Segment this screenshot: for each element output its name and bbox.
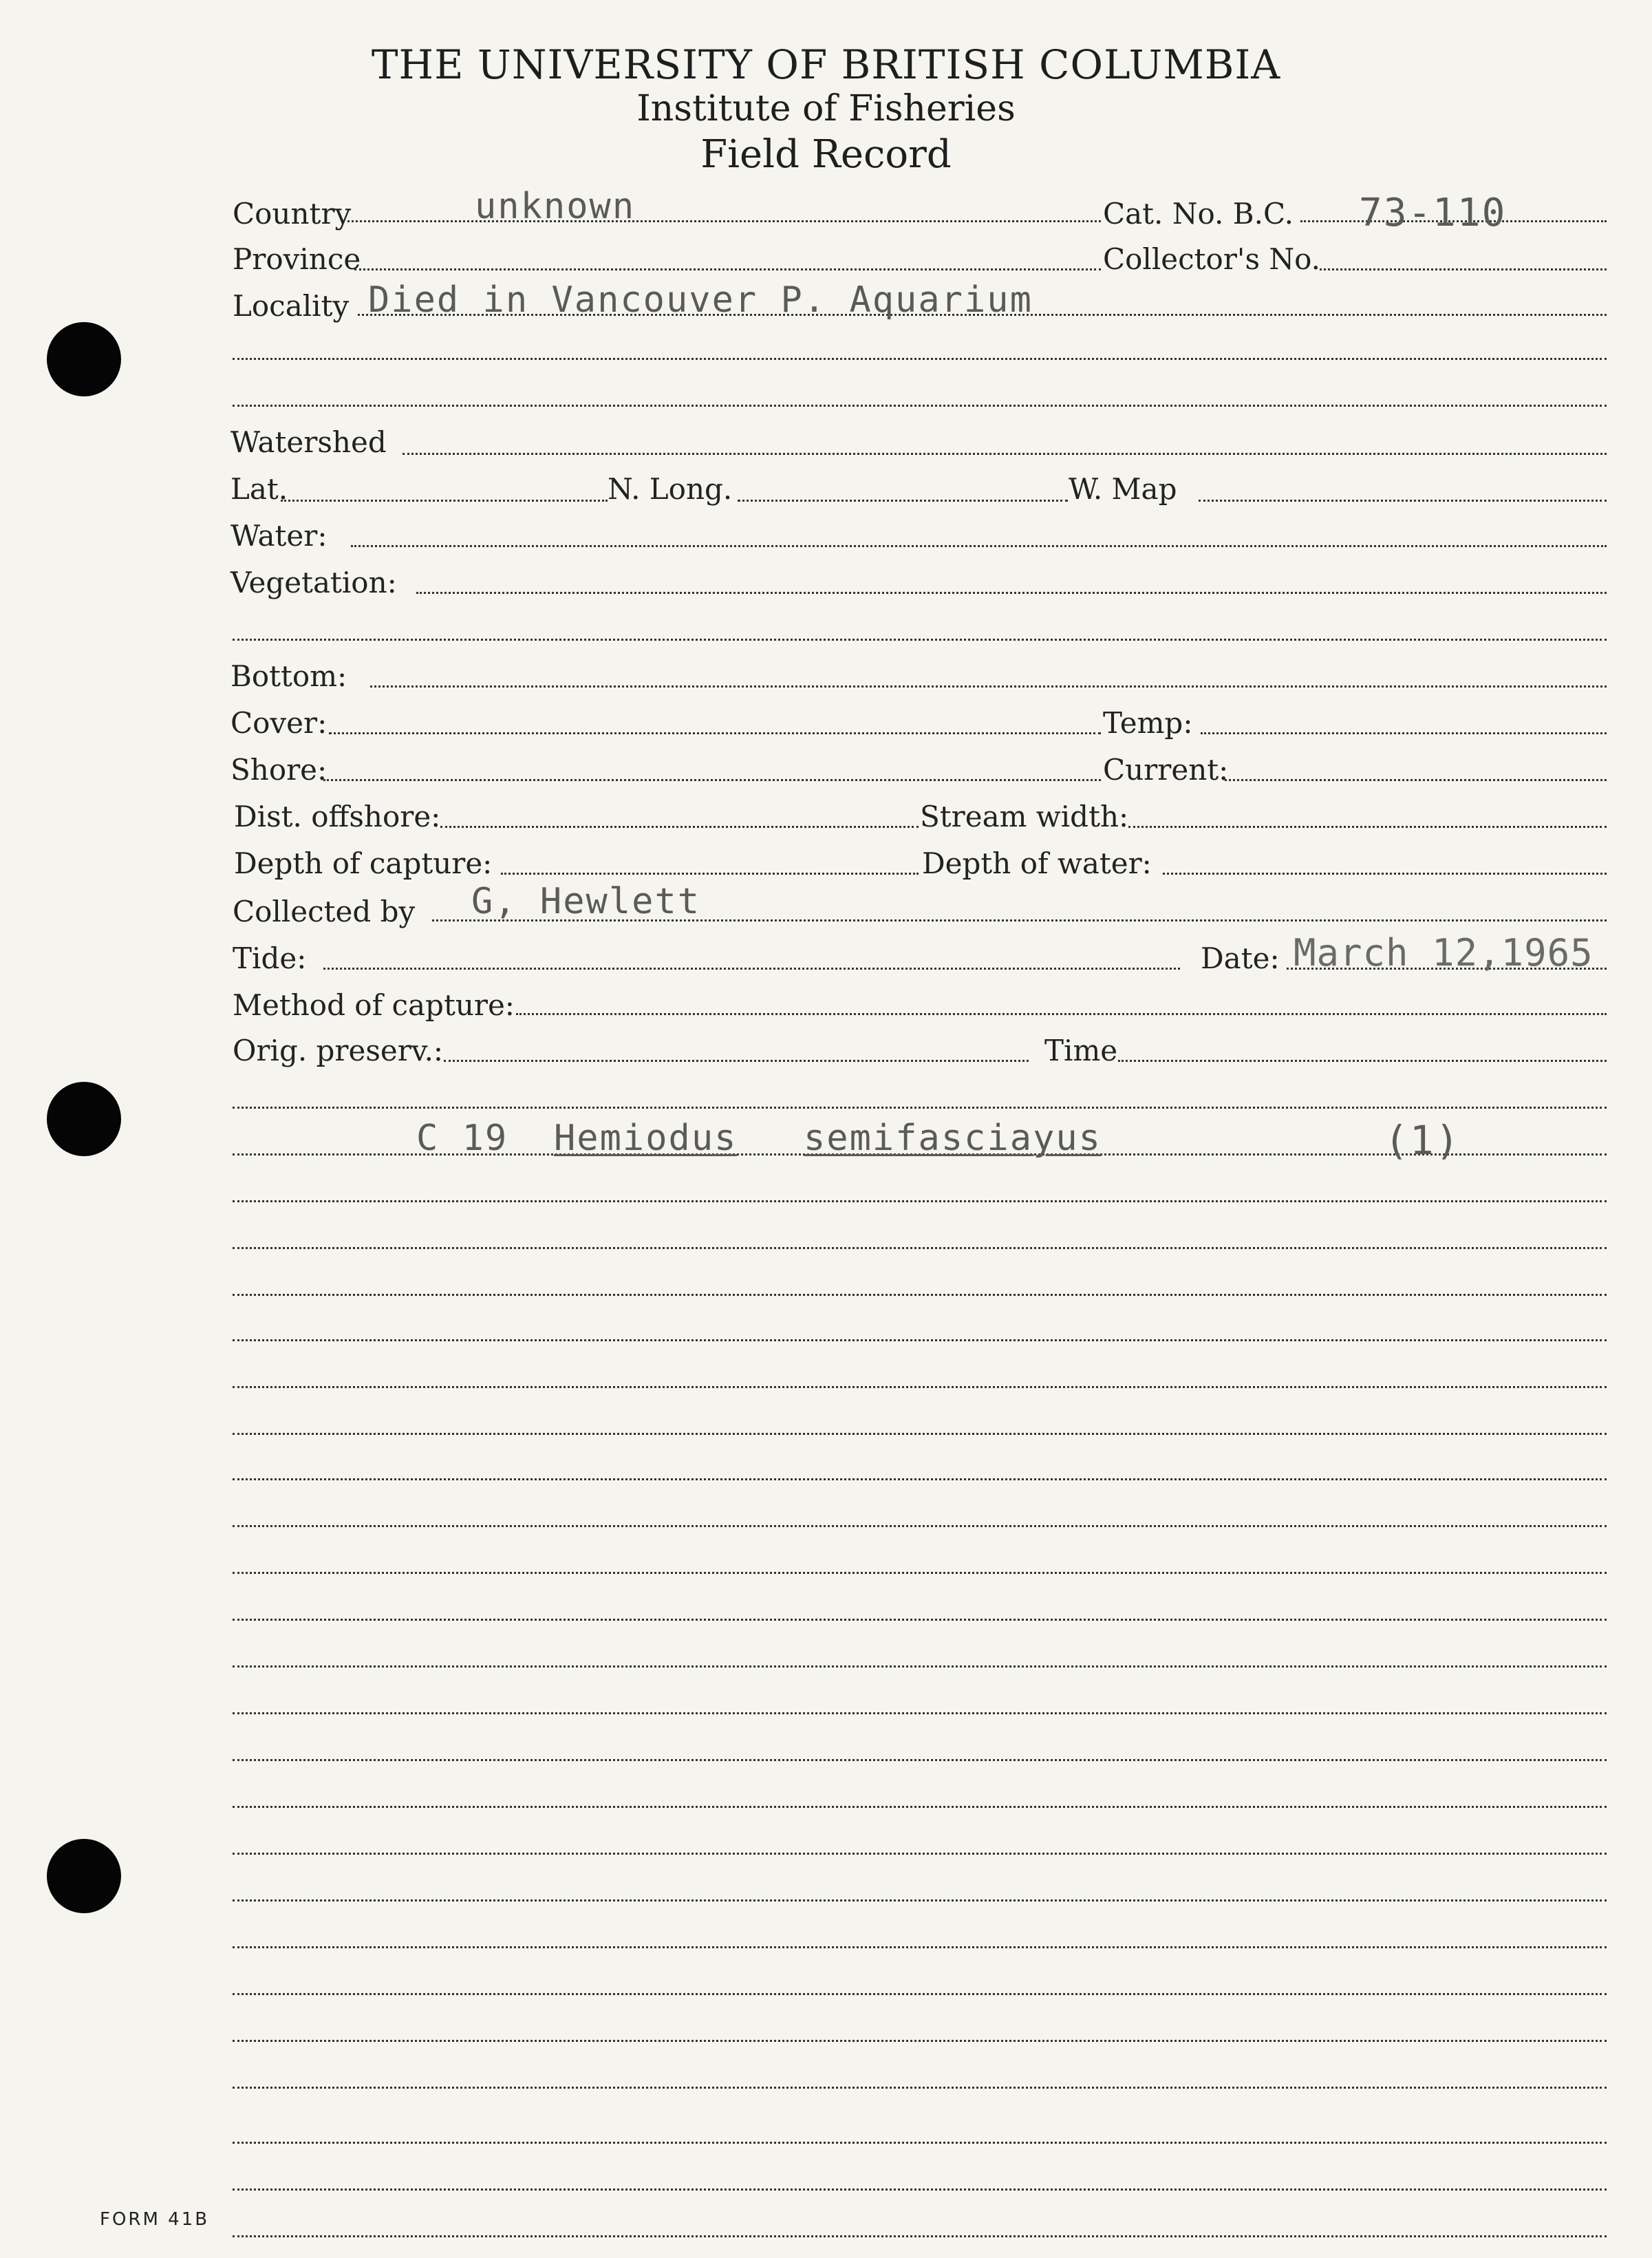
ruled-line (233, 1525, 1607, 1527)
cover-label: Cover: (230, 706, 328, 740)
ruled-line (233, 1619, 1607, 1621)
specimen-species: semifasciayus (804, 1118, 1102, 1159)
lat-line (281, 500, 608, 502)
method-label: Method of capture: (233, 988, 515, 1022)
tide-label: Tide: (233, 941, 307, 975)
ruled-line (233, 1107, 1607, 1109)
date-label: Date: (1201, 941, 1280, 975)
current-label: Current: (1103, 753, 1229, 787)
form-number: FORM 41B (100, 2209, 210, 2230)
lat-label: Lat. (230, 472, 288, 506)
w-map-label: W. Map (1069, 472, 1177, 506)
dist-offshore-label: Dist. offshore: (234, 800, 441, 833)
cover-line (329, 732, 1101, 734)
province-label: Province (233, 242, 361, 276)
binder-hole-bottom (47, 1839, 121, 1913)
map-line (1199, 500, 1607, 502)
orig-preserv-line (444, 1060, 1029, 1062)
country-line (347, 220, 1101, 222)
time-line (1118, 1060, 1607, 1062)
country-value: unknown (475, 186, 636, 227)
province-line (354, 268, 1101, 270)
binder-hole-middle (47, 1082, 121, 1156)
ruled-line (233, 1433, 1607, 1435)
ruled-line (233, 1759, 1607, 1761)
ruled-line (233, 1993, 1607, 1995)
cat-no-label: Cat. No. B.C. (1103, 197, 1294, 231)
ruled-line (233, 1712, 1607, 1714)
date-value: March 12,1965 (1294, 931, 1594, 974)
vegetation-label: Vegetation: (230, 566, 397, 599)
binder-hole-top (47, 322, 121, 396)
ruled-line (233, 1946, 1607, 1948)
watershed-label: Watershed (230, 425, 387, 459)
vegetation-line-1 (416, 592, 1607, 594)
university-title: THE UNIVERSITY OF BRITISH COLUMBIA (371, 41, 1281, 88)
stream-width-label: Stream width: (920, 800, 1129, 833)
locality-line-3 (233, 405, 1607, 407)
ruled-line (233, 1899, 1607, 1902)
current-line (1225, 779, 1607, 781)
ruled-line (233, 1386, 1607, 1388)
ruled-line (233, 2188, 1607, 2191)
ruled-line (233, 1247, 1607, 1249)
stream-width-line (1128, 826, 1607, 828)
ruled-line (233, 1806, 1607, 1808)
specimen-count: (1) (1384, 1117, 1461, 1164)
ruled-line (233, 1200, 1607, 1202)
ruled-line (233, 2087, 1607, 2089)
specimen-genus: Hemiodus (554, 1118, 738, 1159)
bottom-line (370, 685, 1607, 688)
ruled-line (233, 1665, 1607, 1668)
watershed-line (403, 453, 1607, 455)
vegetation-line-2 (233, 639, 1607, 641)
bottom-label: Bottom: (230, 659, 347, 693)
collectors-no-line (1320, 268, 1607, 270)
locality-label: Locality (233, 289, 350, 323)
collected-by-value: G, Hewlett (471, 881, 701, 922)
locality-value: Died in Vancouver P. Aquarium (368, 279, 1033, 321)
method-line (516, 1013, 1607, 1015)
locality-line-2 (233, 358, 1607, 360)
depth-water-label: Depth of water: (922, 846, 1152, 880)
ruled-line (233, 2235, 1607, 2237)
ruled-line (233, 1339, 1607, 1341)
ruled-line (233, 1572, 1607, 1574)
shore-line (323, 779, 1101, 781)
depth-water-line (1163, 873, 1607, 875)
ruled-line (233, 2040, 1607, 2042)
depth-capture-label: Depth of capture: (234, 846, 493, 880)
dist-offshore-line (440, 826, 919, 828)
institute-title: Institute of Fisheries (636, 88, 1016, 129)
collected-by-label: Collected by (233, 895, 416, 928)
country-label: Country (233, 197, 352, 231)
ruled-line (233, 2142, 1607, 2144)
ruled-line (233, 1478, 1607, 1480)
water-label: Water: (230, 519, 328, 553)
tide-line (323, 968, 1180, 970)
cat-no-value: 73-110 (1359, 191, 1507, 235)
depth-capture-line (501, 873, 919, 875)
water-line (351, 545, 1607, 547)
long-line (738, 500, 1068, 502)
specimen-code: C 19 (416, 1118, 508, 1159)
record-title: Field Record (700, 132, 952, 177)
ruled-line (233, 1294, 1607, 1296)
ruled-line (233, 1853, 1607, 1855)
n-long-label: N. Long. (608, 472, 733, 506)
orig-preserv-label: Orig. preserv.: (233, 1034, 444, 1067)
temp-label: Temp: (1103, 706, 1193, 740)
temp-line (1201, 732, 1607, 734)
time-label: Time (1044, 1034, 1118, 1067)
collectors-no-label: Collector's No. (1103, 242, 1321, 276)
shore-label: Shore: (230, 753, 328, 787)
